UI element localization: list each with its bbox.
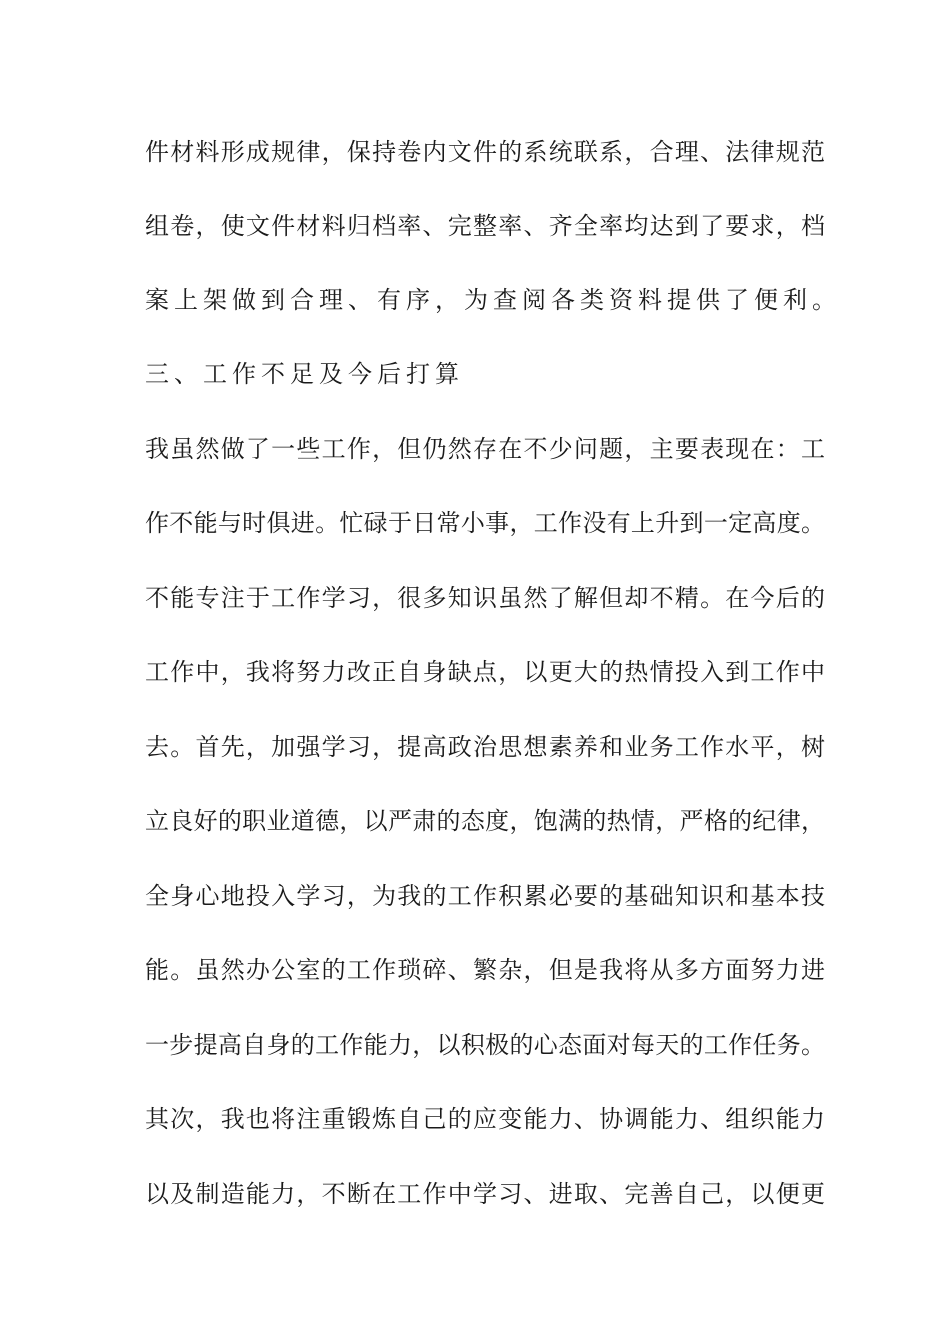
paragraph-line: 以及制造能力，不断在工作中学习、进取、完善自己，以便更 (145, 1180, 825, 1208)
paragraph-line: 案上架做到合理、有序，为查阅各类资料提供了便利。 (145, 286, 841, 314)
paragraph-line: 去。首先，加强学习，提高政治思想素养和业务工作水平，树 (145, 733, 825, 761)
section-heading: 三、工作不足及今后打算 (145, 360, 464, 388)
paragraph-line: 其次，我也将注重锻炼自己的应变能力、协调能力、组织能力 (145, 1105, 825, 1133)
paragraph-line: 不能专注于工作学习，很多知识虽然了解但却不精。在今后的 (145, 584, 825, 612)
paragraph-line: 立良好的职业道德，以严肃的态度，饱满的热情，严格的纪律， (145, 807, 825, 835)
paragraph-line: 工作中，我将努力改正自身缺点，以更大的热情投入到工作中 (145, 658, 825, 686)
paragraph-line: 全身心地投入学习，为我的工作积累必要的基础知识和基本技 (145, 882, 825, 910)
paragraph-line: 作不能与时俱进。忙碌于日常小事，工作没有上升到一定高度。 (145, 509, 825, 537)
paragraph-line: 能。虽然办公室的工作琐碎、繁杂，但是我将从多方面努力进 (145, 956, 825, 984)
paragraph-line: 组卷，使文件材料归档率、完整率、齐全率均达到了要求，档 (145, 212, 825, 240)
paragraph-line: 我虽然做了一些工作，但仍然存在不少问题，主要表现在：工 (145, 435, 825, 463)
paragraph-line: 一步提高自身的工作能力，以积极的心态面对每天的工作任务。 (145, 1031, 825, 1059)
paragraph-line: 件材料形成规律，保持卷内文件的系统联系，合理、法律规范 (145, 138, 825, 166)
